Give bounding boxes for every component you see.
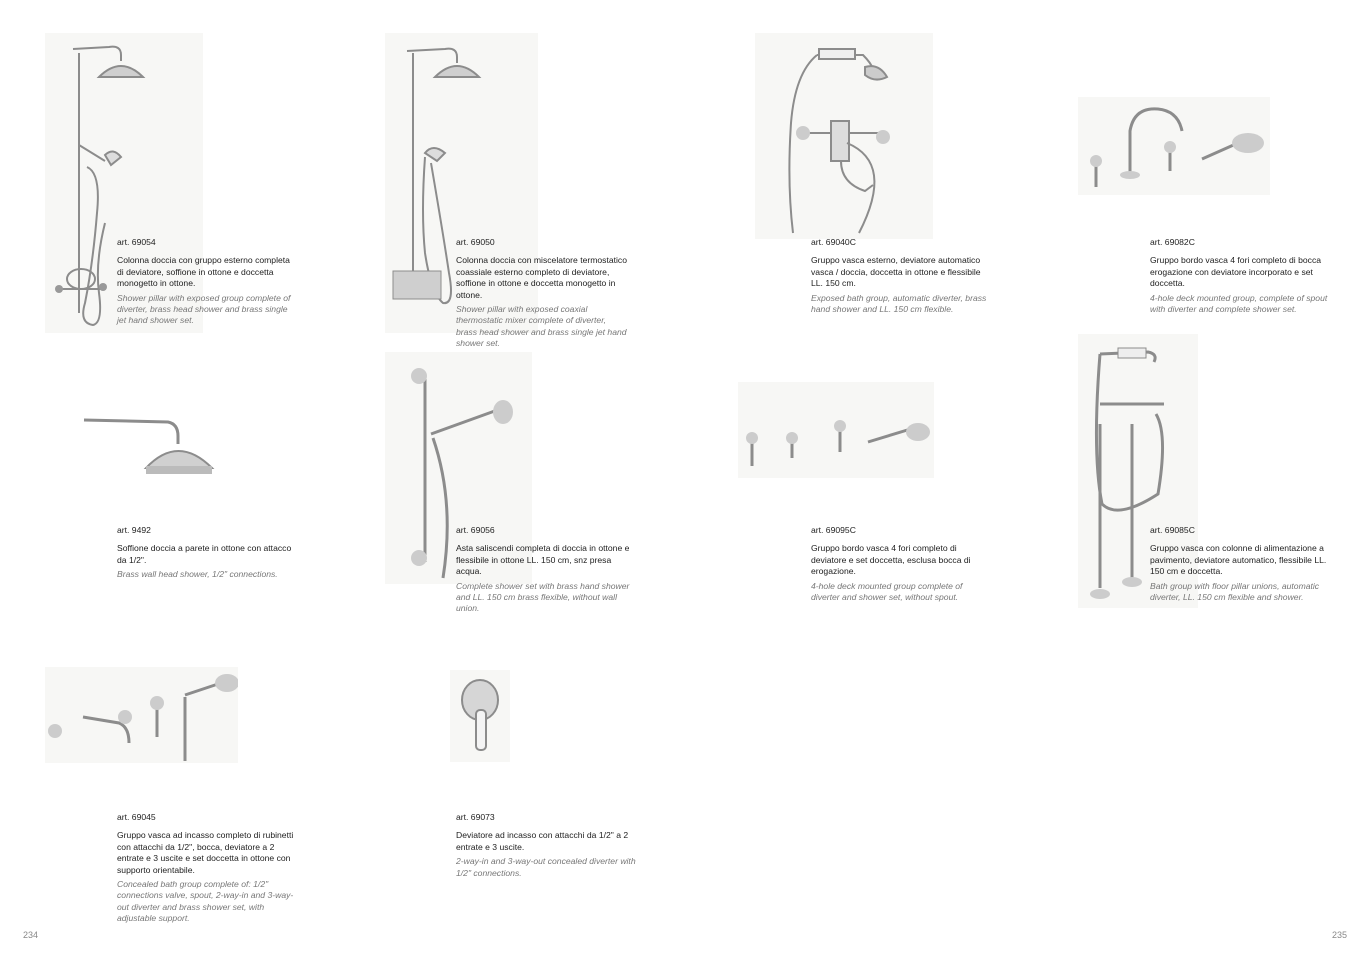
product-caption-69040C bbox=[811, 237, 991, 315]
article-number: art. 9492 bbox=[117, 525, 151, 535]
wall-head-shower-illustration bbox=[80, 410, 220, 482]
description-italian: Gruppo vasca esterno, deviatore automatico vasca / doccia, doccetta in ottone e flessibile LL. 150 cm. bbox=[811, 255, 981, 289]
article-number: art. 69054 bbox=[117, 237, 156, 247]
description-italian: Gruppo vasca ad incasso completo di rubinetti con attacchi da 1/2", bocca, deviatore a 2 entrate e 3 uscite e set doccetta in ottone con supporto orientabile. bbox=[117, 830, 294, 875]
article-number: art. 69073 bbox=[456, 812, 495, 822]
description-italian: Deviatore ad incasso con attacchi da 1/2" a 2 entrate e 3 uscite. bbox=[456, 830, 629, 852]
article-number: art. 69082C bbox=[1150, 237, 1195, 247]
product-caption-69085C bbox=[1150, 525, 1330, 603]
product-caption-69095C bbox=[811, 525, 991, 603]
description-english: Bath group with floor pillar unions, automatic diverter, LL. 150 cm flexible and shower. bbox=[1150, 580, 1320, 603]
product-caption-69056 bbox=[456, 525, 636, 615]
deck-mounted-no-spout-illustration bbox=[738, 382, 934, 478]
description-english: Exposed bath group, automatic diverter, brass hand shower and LL. 150 cm flexible. bbox=[811, 292, 987, 315]
description-italian: Soffione doccia a parete in ottone con attacco da 1/2". bbox=[117, 543, 292, 565]
article-number: art. 69085C bbox=[1150, 525, 1195, 535]
product-image-9492 bbox=[80, 410, 220, 482]
product-caption-69073 bbox=[456, 812, 636, 879]
product-image-69040C bbox=[755, 33, 933, 239]
article-number: art. 69045 bbox=[117, 812, 156, 822]
description-english: 4-hole deck mounted group, complete of spout with diverter and complete shower set. bbox=[1150, 292, 1328, 315]
concealed-diverter-illustration bbox=[450, 670, 510, 762]
description-english: Shower pillar with exposed coaxial thermostatic mixer complete of diverter, brass head shower and brass single jet hand shower set. bbox=[456, 304, 627, 349]
concealed-bath-group-illustration bbox=[45, 667, 238, 763]
description-english: 2-way-in and 3-way-out concealed diverter with 1/2" connections. bbox=[456, 856, 636, 878]
article-number: art. 69040C bbox=[811, 237, 856, 247]
article-number: art. 69056 bbox=[456, 525, 495, 535]
description-english: 4-hole deck mounted group complete of diverter and shower set, without spout. bbox=[811, 580, 963, 603]
article-number: art. 69050 bbox=[456, 237, 495, 247]
product-image-69095C bbox=[738, 382, 934, 478]
description-italian: Gruppo bordo vasca 4 fori completo di bocca erogazione con deviatore incorporato e set doccetta. bbox=[1150, 255, 1322, 289]
description-italian: Gruppo bordo vasca 4 fori completo di deviatore e set doccetta, esclusa bocca di erogazione. bbox=[811, 543, 971, 577]
product-caption-69050 bbox=[456, 237, 628, 350]
product-image-69073 bbox=[450, 670, 510, 762]
description-italian: Gruppo vasca con colonne di alimentazione a pavimento, deviatore automatico, flessibile LL. 150 cm e doccetta. bbox=[1150, 543, 1327, 577]
product-caption-69045 bbox=[117, 812, 297, 925]
product-caption-69082C bbox=[1150, 237, 1330, 315]
page-number-right: 235 bbox=[1332, 930, 1348, 940]
page-number-left: 234 bbox=[23, 930, 39, 940]
description-italian: Colonna doccia con miscelatore termostatico coassiale esterno completo di deviatore, soffione in ottone e doccetta monogetto in ottone. bbox=[456, 255, 628, 300]
description-english: Complete shower set with brass hand shower and LL. 150 cm brass flexible, without wall union. bbox=[456, 580, 630, 614]
product-caption-9492 bbox=[117, 525, 297, 581]
article-number: art. 69095C bbox=[811, 525, 856, 535]
description-english: Concealed bath group complete of: 1/2" connections valve, spout, 2-way-in and 3-way-out diverter and brass shower set, with adjustable support. bbox=[117, 879, 294, 924]
product-image-69082C bbox=[1078, 97, 1270, 195]
description-english: Shower pillar with exposed group complete of diverter, brass head shower and brass single jet hand shower set. bbox=[117, 292, 291, 326]
description-italian: Colonna doccia con gruppo esterno completa di deviatore, soffione in ottone e doccetta monogetto in ottone. bbox=[117, 255, 290, 289]
product-caption-69054 bbox=[117, 237, 297, 327]
deck-mounted-group-illustration bbox=[1078, 97, 1270, 195]
exposed-bath-group-illustration bbox=[755, 33, 933, 239]
description-italian: Asta saliscendi completa di doccia in ottone e flessibile in ottone LL. 150 cm, snz presa acqua. bbox=[456, 543, 630, 577]
product-image-69045 bbox=[45, 667, 238, 763]
description-english: Brass wall head shower, 1/2" connections. bbox=[117, 569, 278, 580]
